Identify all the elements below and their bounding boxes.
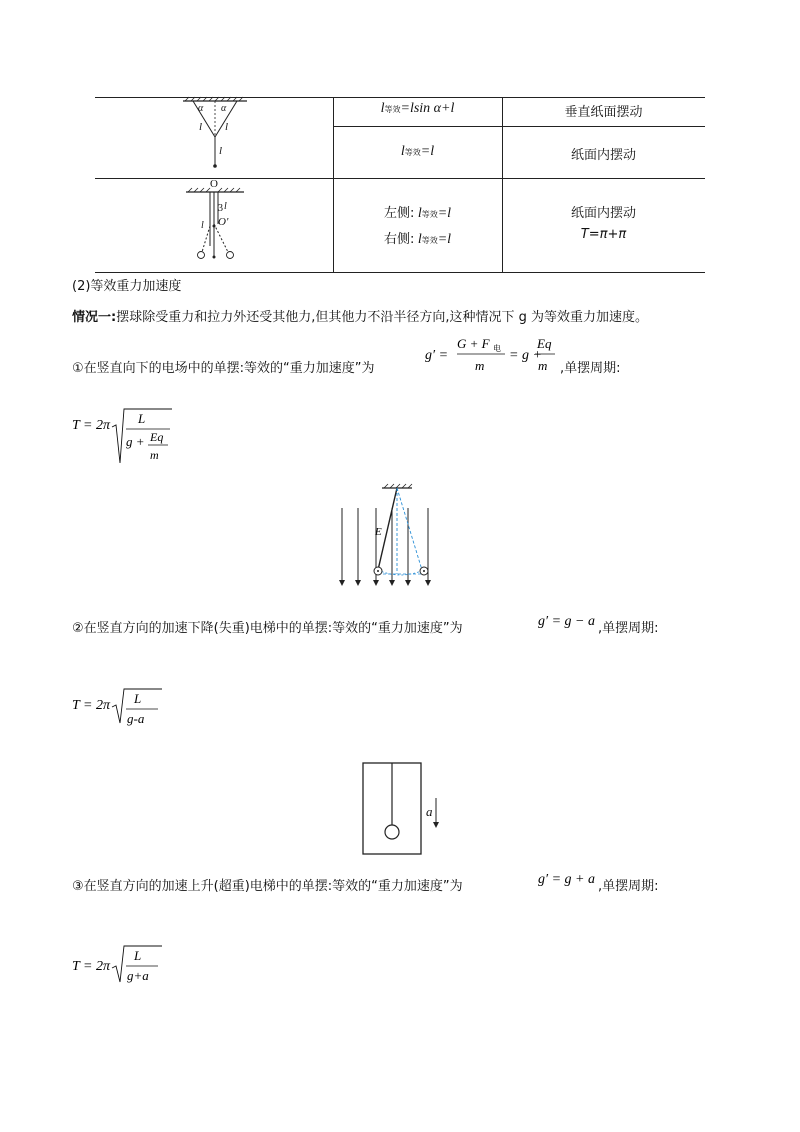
item2-period-formula <box>72 685 172 727</box>
svg-text:g′ = g + a: g′ = g + a <box>538 872 595 887</box>
item2-text: ②在竖直方向的加速下降(失重)电梯中的单摆:等效的“重力加速度”为 <box>72 621 463 636</box>
svg-text:g+a: g+a <box>127 968 149 983</box>
l-bottom-label: l <box>219 145 223 157</box>
formula-right-side: 右侧: l等效=l <box>383 232 452 247</box>
svg-text:= g +: = g + <box>509 348 542 363</box>
item1-suffix: ,单摆周期: <box>560 361 621 376</box>
alpha-right-label: α <box>221 103 227 114</box>
period-formula-peg: T=π+π <box>580 227 627 242</box>
svg-text:m: m <box>538 358 548 373</box>
table-bottom-border <box>95 272 705 273</box>
svg-text:电: 电 <box>493 344 501 353</box>
peg-pendulum-figure <box>180 186 250 266</box>
acceleration-a-label: a <box>426 804 433 819</box>
svg-text:L: L <box>134 691 142 706</box>
svg-text:L: L <box>138 411 146 426</box>
svg-text:G + F: G + F <box>457 336 490 351</box>
section-title: (2)等效重力加速度 <box>72 279 182 294</box>
point-o-label: O <box>210 178 218 190</box>
case1-label: 情况一: <box>72 310 117 325</box>
svg-text:Eq: Eq <box>150 430 164 444</box>
table-row-divider <box>95 178 705 179</box>
item3-formula <box>538 868 598 890</box>
svg-text:L: L <box>134 948 142 963</box>
formula-perpendicular: l等效=lsin α+l <box>380 101 455 116</box>
svg-text:m: m <box>150 448 159 462</box>
svg-text:T = 2π: T = 2π <box>72 418 110 433</box>
item1-text: ①在竖直向下的电场中的单摆:等效的“重力加速度”为 <box>72 361 375 376</box>
desc-in-plane: 纸面内摆动 <box>570 148 636 163</box>
svg-text:m: m <box>475 358 485 373</box>
svg-text:g′ = g − a: g′ = g − a <box>538 614 595 629</box>
table-col2-border <box>502 97 503 272</box>
l-side-label: l <box>201 220 204 231</box>
item3-text: ③在竖直方向的加速上升(超重)电梯中的单摆:等效的“重力加速度”为 <box>72 879 463 894</box>
point-o-prime-label: O' <box>218 216 229 228</box>
desc-in-plane-2: 纸面内摆动 <box>570 206 636 221</box>
item1-period-formula <box>72 405 182 467</box>
formula-in-plane: l等效=l <box>400 144 435 159</box>
table-inner-divider <box>333 126 705 127</box>
desc-perpendicular: 垂直纸面摆动 <box>564 105 643 120</box>
table-top-border <box>95 97 705 98</box>
svg-text:T = 2π: T = 2π <box>72 698 110 713</box>
case1-text: 摆球除受重力和拉力外还受其他力,但其他力不沿半径方向,这种情况下 g 为等效重力加速度。 <box>116 310 648 325</box>
svg-text:g +: g + <box>126 434 145 449</box>
item3-period-formula <box>72 942 172 984</box>
l-left-label: l <box>199 121 203 133</box>
item2-suffix: ,单摆周期: <box>598 621 659 636</box>
v-pendulum-figure <box>175 99 255 174</box>
case1-paragraph <box>72 306 772 325</box>
l-top-label: l <box>224 201 227 212</box>
formula-left-side: 左侧: l等效=l <box>383 206 452 221</box>
item1-formula <box>425 334 560 374</box>
alpha-left-label: α <box>198 103 204 114</box>
item2-formula <box>538 610 598 632</box>
item3-suffix: ,单摆周期: <box>598 879 659 894</box>
svg-text:Eq: Eq <box>537 336 552 351</box>
svg-text:g′ =: g′ = <box>425 348 449 363</box>
l-right-label: l <box>225 121 229 133</box>
fraction-three-label: 3 <box>218 203 223 214</box>
svg-text:T = 2π: T = 2π <box>72 959 110 974</box>
electric-field-pendulum-figure <box>340 482 440 590</box>
svg-text:g-a: g-a <box>127 711 145 726</box>
field-e-label: E <box>375 526 382 538</box>
